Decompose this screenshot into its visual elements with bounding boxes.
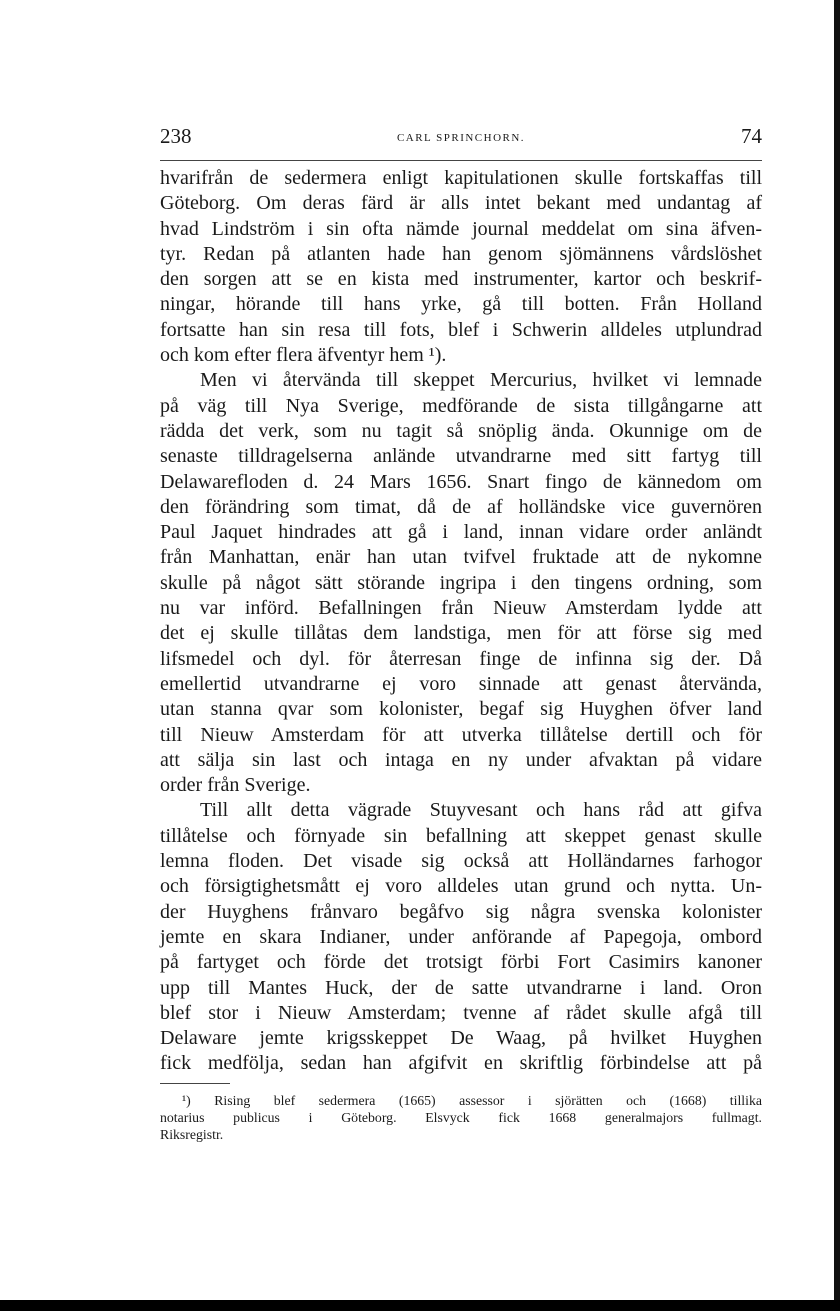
text-line: emellertid utvandrarne ej voro sinnade att genast återvända,: [160, 672, 762, 695]
text-line: lemna floden. Det visade sig också att Holländarnes farhogor: [160, 850, 762, 873]
scan-right-edge: [834, 0, 840, 1300]
footnotes: [160, 1092, 762, 1143]
header-rule: [160, 160, 762, 161]
text-line: och försigtighetsmått ej voro alldeles utan grund och nytta. Un-: [160, 875, 762, 898]
text-line: order från Sverige.: [160, 774, 311, 797]
text-line: det ej skulle tillåtas dem landstiga, men för att förse sig med: [160, 622, 762, 645]
text-line: skulle på något sätt störande ingripa i den tingens ordning, som: [160, 571, 762, 594]
text-line: till Nieuw Amsterdam för att utverka tillåtelse dertill och för: [160, 723, 762, 746]
text-line: från Manhattan, enär han utan tvifvel fruktade att de nykomne: [160, 546, 762, 569]
text-line: fick medfölja, sedan han afgifvit en skriftlig förbindelse att på: [160, 1052, 762, 1075]
sheet-number: 74: [741, 124, 762, 148]
text-line: utan stanna qvar som kolonister, begaf sig Huyghen öfver land: [160, 698, 762, 721]
running-head: CARL SPRINCHORN.: [396, 132, 526, 144]
text-line: att sälja sin last och intaga en ny under afvaktan på vidare: [160, 748, 762, 771]
text-line: Delawarefloden d. 24 Mars 1656. Snart fingo de kännedom om: [160, 470, 762, 493]
text-line: ningar, hörande till hans yrke, gå till botten. Från Holland: [160, 293, 762, 316]
text-line: lifsmedel och dyl. för återresan finge de infinna sig der. Då: [160, 647, 762, 670]
text-line: hvad Lindström i sin ofta nämde journal meddelat om sina äfven-: [160, 217, 762, 240]
text-line: upp till Mantes Huck, der de satte utvandrarne i land. Oron: [160, 976, 762, 999]
footnote-line: notarius publicus i Göteborg. Elsvyck fick 1668 generalmajors fullmagt.: [160, 1110, 762, 1125]
page-header: [160, 124, 762, 154]
text-line: fortsatte han sin resa till fots, blef i Schwerin alldeles utplundrad: [160, 318, 762, 341]
text-line: der Huyghens frånvaro begåfvo sig några svenska kolonister: [160, 900, 762, 923]
text-line: hvarifrån de sedermera enligt kapitulationen skulle fortskaffas till: [160, 167, 762, 189]
text-line: nu var införd. Befallningen från Nieuw Amsterdam lydde att: [160, 597, 762, 620]
footnote-line: Riksregistr.: [160, 1127, 224, 1142]
footnote-rule: [160, 1083, 230, 1084]
text-line: jemte en skara Indianer, under anförande af Papegoja, ombord: [160, 925, 762, 948]
text-line: den sorgen att se en kista med instrumenter, kartor och beskrif-: [160, 268, 762, 291]
text-line: Paul Jaquet hindrades att gå i land, innan vidare order anländt: [160, 521, 762, 544]
text-line: på fartyget och förde det trotsigt förbi Fort Casimirs kanoner: [160, 951, 762, 974]
text-line: den förändring som timat, då de af holländske vice guvernören: [160, 495, 762, 518]
text-line: Göteborg. Om deras färd är alls intet bekant med undantag af: [160, 192, 762, 215]
text-line: tyr. Redan på atlanten hade han genom sjömännens vårdslöshet: [160, 242, 762, 265]
text-line: blef stor i Nieuw Amsterdam; tvenne af rådet skulle afgå till: [160, 1001, 762, 1024]
text-line: rädda det verk, som nu tagit så snöplig ända. Okunnige om de: [160, 419, 762, 442]
text-line: Till allt detta vägrade Stuyvesant och hans råd att gifva: [200, 799, 762, 822]
body-text: [160, 166, 762, 1077]
text-line: Men vi återvända till skeppet Mercurius, hvilket vi lemnade: [200, 369, 762, 392]
text-line: tillåtelse och förnyade sin befallning att skeppet genast skulle: [160, 824, 762, 847]
text-line: Delaware jemte krigsskeppet De Waag, på hvilket Huyghen: [160, 1027, 762, 1050]
footnote-line: ¹) Rising blef sedermera (1665) assessor i sjörätten och (1668) tillika: [182, 1093, 762, 1108]
text-line: på väg till Nya Sverige, medförande de sista tillgångarne att: [160, 394, 762, 417]
scan-bottom-edge: [0, 1300, 840, 1311]
page-number: 238: [160, 124, 192, 148]
text-line: och kom efter flera äfventyr hem ¹).: [160, 344, 447, 367]
text-line: senaste tilldragelserna anlände utvandrarne med sitt fartyg till: [160, 445, 762, 468]
